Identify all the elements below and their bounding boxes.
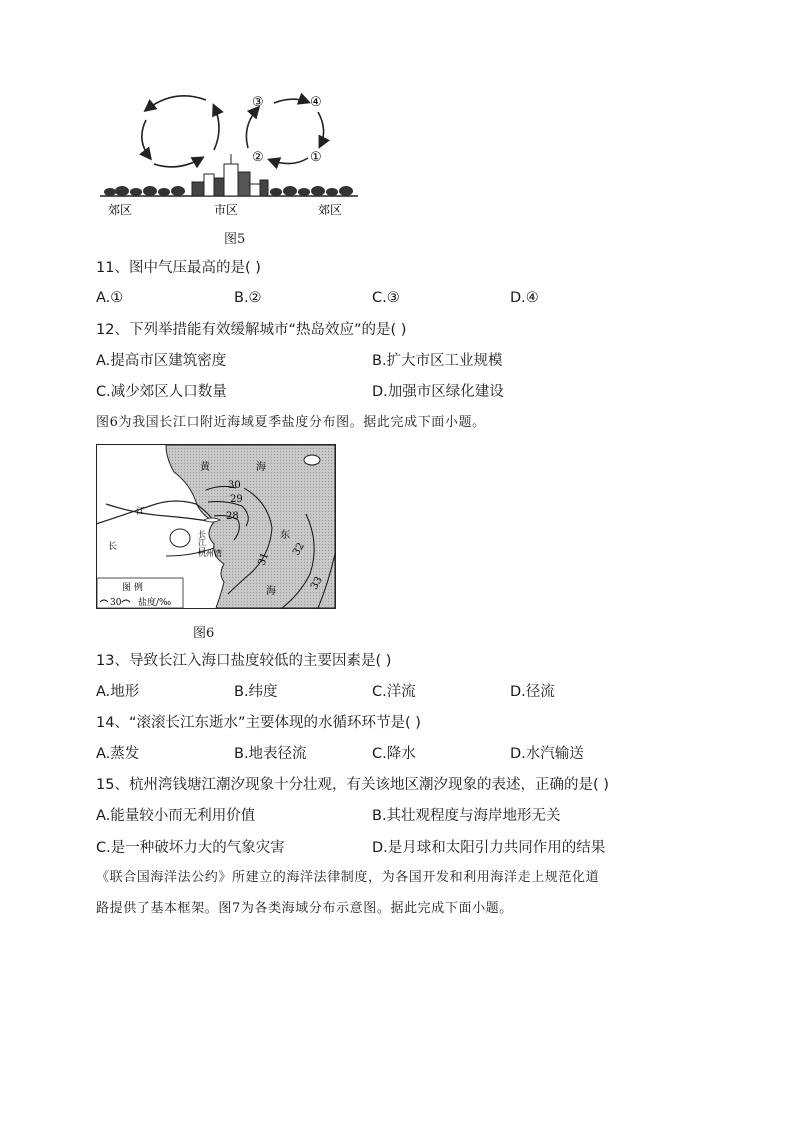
q12-option-c[interactable]: C.减少郊区人口数量 bbox=[96, 384, 227, 400]
sea-label-hai-1: 海 bbox=[256, 462, 266, 473]
q14-option-c[interactable]: C.降水 bbox=[372, 746, 416, 762]
figure-7-intro-line-1: 《联合国海洋法公约》所建立的海洋法律制度，为各国开发和利用海洋走上规范化道 bbox=[96, 870, 600, 885]
right-circulation-bottom-arrow bbox=[270, 158, 308, 164]
isoline-label-30: 30 bbox=[228, 480, 241, 491]
sea-label-dong: 东 bbox=[280, 530, 290, 541]
river-label-chang: 长 bbox=[108, 542, 118, 552]
marker-4: ④ bbox=[310, 95, 322, 110]
place-label-yangtze-mouth: 长江口 bbox=[197, 530, 207, 554]
isoline-label-29: 29 bbox=[230, 494, 243, 505]
q15-option-a[interactable]: A.能量较小而无利用价值 bbox=[96, 808, 256, 824]
question-13-stem: 13、导致长江入海口盐度较低的主要因素是( ) bbox=[96, 653, 392, 669]
q12-option-a[interactable]: A.提高市区建筑密度 bbox=[96, 353, 227, 369]
q13-option-d[interactable]: D.径流 bbox=[510, 684, 555, 700]
q12-option-d[interactable]: D.加强市区绿化建设 bbox=[372, 384, 504, 400]
question-11-stem: 11、图中气压最高的是( ) bbox=[96, 260, 261, 276]
figure-6-legend bbox=[97, 578, 183, 608]
label-suburb-left: 郊区 bbox=[108, 203, 133, 217]
legend-text: 盐度/‰ bbox=[138, 598, 172, 608]
river-label-jiang: 江 bbox=[136, 507, 146, 517]
right-circulation-right-arrow bbox=[318, 112, 324, 146]
figure-5-caption: 图5 bbox=[224, 232, 246, 247]
isoline-label-28: 28 bbox=[226, 511, 239, 522]
figure-6-intro: 图6为我国长江口附近海域夏季盐度分布图。据此完成下面小题。 bbox=[96, 415, 486, 430]
suburb-right-trees bbox=[270, 186, 353, 196]
q15-option-b[interactable]: B.其壮观程度与海岸地形无关 bbox=[372, 808, 561, 824]
marker-1: ① bbox=[310, 150, 322, 165]
right-circulation-left-arrow bbox=[246, 108, 258, 148]
q15-option-c[interactable]: C.是一种破坏力大的气象灾害 bbox=[96, 840, 285, 856]
isoline-label-32: 32 bbox=[291, 540, 307, 558]
right-circulation-top-arrow bbox=[274, 99, 308, 103]
label-city: 市区 bbox=[214, 203, 239, 217]
taihu-lake bbox=[170, 529, 190, 547]
figure-5-diagram bbox=[96, 88, 366, 223]
q11-option-d[interactable]: D.④ bbox=[510, 290, 539, 306]
q11-option-c[interactable]: C.③ bbox=[372, 290, 400, 306]
figure-7-intro-line-2: 路提供了基本框架。图7为各类海域分布示意图。据此完成下面小题。 bbox=[96, 901, 513, 916]
left-circulation-top-arrow bbox=[146, 96, 206, 110]
question-15-stem: 15、杭州湾钱塘江潮汐现象十分壮观，有关该地区潮汐现象的表述，正确的是( ) bbox=[96, 777, 609, 793]
legend-line-value: 30 bbox=[110, 598, 122, 608]
marker-3: ③ bbox=[252, 95, 264, 110]
q11-option-a[interactable]: A.① bbox=[96, 290, 124, 306]
sea-label-hai-2: 海 bbox=[266, 586, 276, 597]
q11-option-b[interactable]: B.② bbox=[234, 290, 262, 306]
q14-option-b[interactable]: B.地表径流 bbox=[234, 746, 307, 762]
chongming-island bbox=[204, 518, 220, 522]
question-14-stem: 14、“滚滚长江东逝水”主要体现的水循环环节是( ) bbox=[96, 715, 421, 731]
marker-2: ② bbox=[252, 150, 264, 165]
isoline-label-31: 31 bbox=[256, 551, 272, 568]
left-circulation-right-arrow bbox=[214, 106, 219, 150]
place-label-hangzhou-bay: 杭州湾 bbox=[198, 549, 222, 558]
island-top-right bbox=[304, 455, 320, 465]
left-circulation-bottom-arrow bbox=[154, 158, 202, 167]
q12-option-b[interactable]: B.扩大市区工业规模 bbox=[372, 353, 503, 369]
figure-6-map bbox=[96, 444, 336, 609]
legend-title: 图 例 bbox=[122, 583, 143, 593]
question-12-stem: 12、下列举措能有效缓解城市“热岛效应”的是( ) bbox=[96, 322, 407, 338]
q13-option-b[interactable]: B.纬度 bbox=[234, 684, 278, 700]
left-circulation-left-arrow bbox=[142, 120, 150, 158]
label-suburb-right: 郊区 bbox=[318, 203, 343, 217]
q13-option-a[interactable]: A.地形 bbox=[96, 684, 140, 700]
suburb-left-trees bbox=[104, 186, 185, 196]
q15-option-d[interactable]: D.是月球和太阳引力共同作用的结果 bbox=[372, 840, 606, 856]
figure-6-caption: 图6 bbox=[193, 626, 215, 641]
q14-option-d[interactable]: D.水汽输送 bbox=[510, 746, 584, 762]
q13-option-c[interactable]: C.洋流 bbox=[372, 684, 416, 700]
q14-option-a[interactable]: A.蒸发 bbox=[96, 746, 140, 762]
isoline-label-33: 33 bbox=[309, 574, 325, 592]
sea-label-huang: 黄 bbox=[200, 462, 210, 473]
